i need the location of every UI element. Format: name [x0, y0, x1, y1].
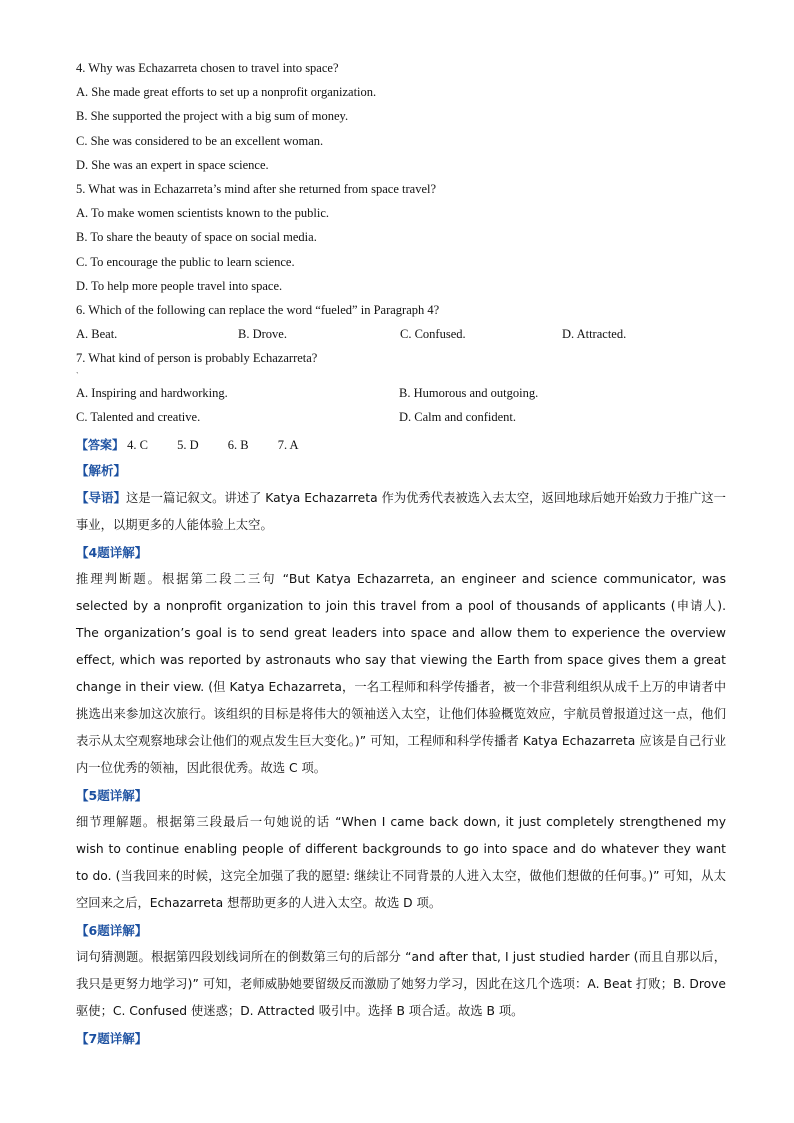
option-row [76, 322, 726, 346]
option-row [76, 381, 726, 405]
option-c: C. Talented and creative. [76, 409, 201, 424]
intro-paragraph [76, 484, 726, 539]
option-a: A. Inspiring and hardworking. [76, 385, 228, 400]
option-d: D. She was an expert in space science. [76, 157, 269, 172]
detail-7-label: 【7题详解】 [76, 1031, 148, 1047]
option-c: C. She was considered to be an excellent woman. [76, 133, 324, 148]
option-b: B. Drove. [238, 327, 287, 342]
question-stem: 6. Which of the following can replace the word “fueled” in Paragraph 4? [76, 303, 440, 318]
answer-line [76, 433, 726, 457]
question-4 [76, 56, 726, 177]
question-stem: 7. What kind of person is probably Echazarreta? [76, 351, 318, 366]
answer-value: 6. B [227, 438, 249, 453]
question-5 [76, 177, 726, 298]
stray-mark: ˋ [76, 370, 79, 380]
option-a: A. She made great efforts to set up a nonprofit organization. [76, 85, 377, 100]
option-a: A. To make women scientists known to the public. [76, 206, 330, 221]
detail-5-text: 细节理解题。根据第三段最后一句她说的话 “When I came back down, it just completely strengthened my wish to continue enabling people of different backgrounds to go into space and do whatever they want to do. (当我回来的时候，这完全加强了我的愿望: 继续让不同背景的人进入太空，做他们想做的任何事。)” 可知，从太空回来之后，Echazarreta 想帮助更多的人进入太空。故选 D 项。 [76, 815, 726, 911]
answer-label: 【答案】 [76, 438, 125, 453]
detail-4-label: 【4题详解】 [76, 545, 148, 561]
option-row [76, 405, 726, 429]
document-page [76, 56, 726, 1052]
detail-5-label: 【5题详解】 [76, 788, 148, 804]
answer-value: 7. A [277, 438, 299, 453]
question-6 [76, 298, 726, 346]
option-d: D. Calm and confident. [399, 409, 516, 424]
option-b: B. To share the beauty of space on social media. [76, 230, 317, 245]
intro-label: 【导语】 [76, 490, 127, 506]
option-b: B. She supported the project with a big sum of money. [76, 109, 349, 124]
question-stem: 5. What was in Echazarreta’s mind after she returned from space travel? [76, 182, 437, 197]
question-stem: 4. Why was Echazarreta chosen to travel into space? [76, 61, 339, 75]
option-c: C. To encourage the public to learn science. [76, 254, 295, 269]
analysis-label: 【解析】 [76, 463, 127, 479]
detail-6-text: 词句猜测题。根据第四段划线词所在的倒数第三句的后部分 “and after that, I just studied harder (而且自那以后，我只是更努力地学习)” 可知，老师威胁她要留级反而激励了她努力学习，因此在这几个选项：A. Beat 打败；B. Drove 驱使；C. Confused 使迷惑；D. Attracted 吸引中。选择 B 项合适。故选 B 项。 [76, 950, 726, 1019]
detail-6-label: 【6题详解】 [76, 923, 148, 939]
question-7 [76, 346, 726, 429]
option-d: D. Attracted. [562, 327, 627, 342]
answer-value: 4. C [127, 438, 148, 453]
option-b: B. Humorous and outgoing. [399, 385, 539, 400]
option-d: D. To help more people travel into space. [76, 278, 283, 293]
intro-text: 这是一篇记叙文。讲述了 Katya Echazarreta 作为优秀代表被选入去太空，返回地球后她开始致力于推广这一事业，以期更多的人能体验上太空。 [76, 491, 726, 533]
option-a: A. Beat. [76, 327, 118, 342]
answer-value: 5. D [177, 438, 199, 453]
option-c: C. Confused. [400, 327, 466, 342]
detail-4-text: 推理判断题。根据第二段二三句 “But Katya Echazarreta, an engineer and science communicator, was selected by a nonprofit organization to join this travel from a pool of thousands of applicants (申请人). The organization’s goal is to send great leaders into space and allow them to experience the overview effect, which was reported by astronauts who say that viewing the Earth from space gives them a great change in their view. (但 Katya Echazarreta，一名工程师和科学传播者，被一个非营利组织从成千上万的申请者中挑选出来参加这次旅行。该组织的目标是将伟大的领袖送入太空，让他们体验概览效应，宇航员曾报道过这一点，他们表示从太空观察地球会让他们的观点发生巨大变化。)” 可知，工程师和科学传播者 Katya Echazarreta 应该是自己行业内一位优秀的领袖，因此很优秀。故选 C 项。 [76, 572, 726, 776]
